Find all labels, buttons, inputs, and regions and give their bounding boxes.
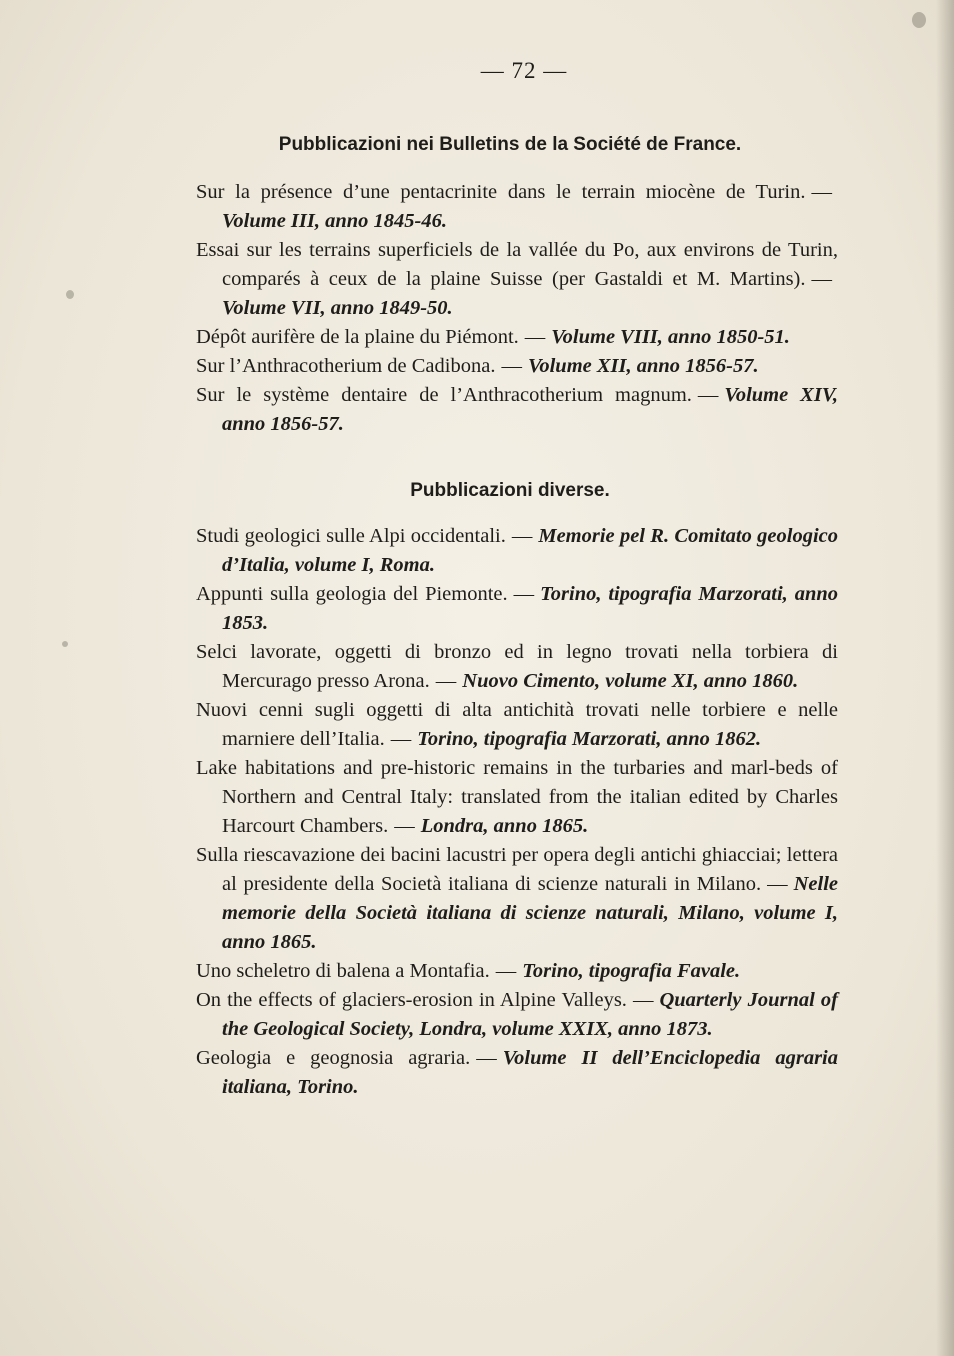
bibliography-entry: Geologia e geognosia agraria. — Volume II dell’Enciclopedia agraria italiana, Torino. <box>196 1047 838 1098</box>
diverse-entry-list <box>196 522 838 1102</box>
bibliography-entry: Lake habitations and pre-historic remains in the turbaries and marl-beds of Northern and Central Italy: translated from the italian edited by Charles Harcourt Chambers. — Londra, anno 1865. <box>196 757 838 837</box>
bibliography-entry: Selci lavorate, oggetti di bronzo ed in legno trovati nella torbiera di Mercurago presso Arona. — Nuovo Cimento, volume XI, anno 1860. <box>196 641 838 692</box>
ink-speck <box>62 641 68 647</box>
bibliography-entry: Essai sur les terrains superficiels de la vallée du Po, aux environs de Turin, comparés à ceux de la plaine Suisse (per Gastaldi et M. Martins). —Volume VII, anno 1849-50. <box>196 239 838 319</box>
section-heading-diverse: Pubblicazioni diverse. <box>410 480 610 501</box>
page-edge-shadow <box>936 0 954 1356</box>
bibliography-entry: Sulla riescavazione dei bacini lacustri per opera degli antichi ghiacciai; lettera al presidente della Società italiana di scienze naturali in Milano. — Nelle memorie della Società italiana di scienze naturali, Milano, volume I, anno 1865. <box>196 844 838 953</box>
bibliography-entry: Nuovi cenni sugli oggetti di alta antichità trovati nelle torbiere e nelle marniere dell’Italia. — Torino, tipografia Marzorati, anno 1862. <box>196 699 838 750</box>
bibliography-entry: Appunti sulla geologia del Piemonte. — Torino, tipografia Marzorati, anno 1853. <box>196 583 838 634</box>
page-number: — 72 — <box>480 58 568 83</box>
bulletins-entry-list <box>196 178 838 439</box>
bibliography-entry: Sur la présence d’une pentacrinite dans le terrain miocène de Turin. —Volume III, anno 1845-46. <box>196 181 832 232</box>
bibliography-entry: On the effects of glaciers-erosion in Alpine Valleys. — Quarterly Journal of the Geological Society, Londra, volume XXIX, anno 1873. <box>196 989 838 1040</box>
ink-speck <box>66 290 74 299</box>
bibliography-entry: Sur l’Anthracotherium de Cadibona. — Volume XII, anno 1856-57. <box>196 355 759 377</box>
bibliography-entry: Dépôt aurifère de la plaine du Piémont. — Volume VIII, anno 1850-51. <box>196 326 790 348</box>
bibliography-entry: Studi geologici sulle Alpi occidentali. — Memorie pel R. Comitato geologico d’Italia, volume I, Roma. <box>196 525 838 576</box>
ink-speck <box>912 12 926 28</box>
bibliography-entry: Uno scheletro di balena a Montafia. — Torino, tipografia Favale. <box>196 960 741 982</box>
bibliography-entry: Sur le système dentaire de l’Anthracotherium magnum. — Volume XIV, anno 1856-57. <box>196 384 838 435</box>
section-heading-bulletins: Pubblicazioni nei Bulletins de la Société de France. <box>278 134 742 155</box>
